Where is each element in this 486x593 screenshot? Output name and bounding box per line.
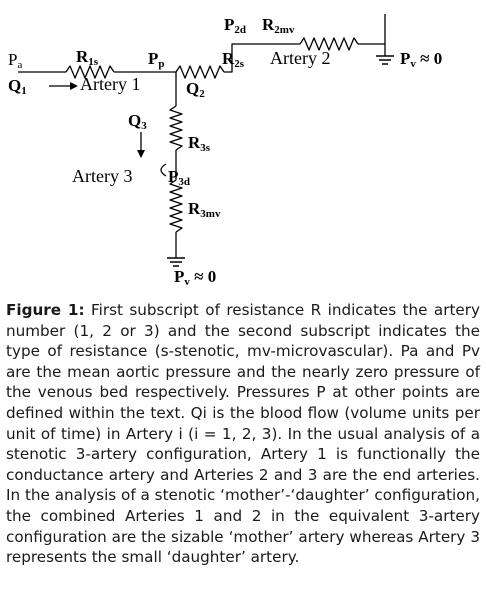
label-q2: Q2 <box>186 79 205 100</box>
circuit-diagram <box>0 0 486 296</box>
label-artery-3: Artery 3 <box>72 166 133 186</box>
ground-right-icon <box>376 56 394 64</box>
label-artery-2: Artery 2 <box>270 48 331 68</box>
label-pp: Pp <box>148 49 165 70</box>
q3-arrowhead <box>137 150 145 158</box>
label-r1s: R1s <box>76 47 99 68</box>
r3s-resistor <box>170 106 182 150</box>
label-r3s: R3s <box>188 133 211 154</box>
figure-caption <box>6 300 480 568</box>
q1-arrowhead <box>70 82 78 90</box>
caption-label: Figure 1: <box>6 301 85 319</box>
label-pv-right: Pv ≈ 0 <box>400 49 443 70</box>
label-r3mv: R3mv <box>188 199 221 220</box>
label-artery-1: Artery 1 <box>80 74 141 94</box>
label-pv-bottom: Pv ≈ 0 <box>174 267 217 288</box>
label-p2d: P2d <box>224 15 247 36</box>
ground-bottom-icon <box>167 258 185 266</box>
label-q3: Q3 <box>128 111 147 132</box>
label-p3d: P3d <box>168 167 191 188</box>
label-r2s: R2s <box>222 49 245 70</box>
r2s-resistor <box>176 66 224 78</box>
caption-text: First subscript of resistance R indicates the artery number (1, 2 or 3) and the second subscript indicates the type of resistance (s-stenotic, mv-microvascular). Pa and Pv are the mean aortic pressure and the nearly zero pressure of the venous bed respectively. Pressures P at other points are defined within the text. Qi is the blood flow (volume units per unit of time) in Artery i (i = 1, 2, 3). In the usual analysis of a stenotic 3-artery configuration, Artery 1 is functionally the conductance artery and Arteries 2 and 3 are the end arteries. In the analysis of a stenotic ‘mother’-‘daughter’ configuration, the combined Arteries 1 and 2 in the equivalent 3-artery configuration are the sizable ‘mother’ artery whereas Artery 3 represents the small ‘daughter’ artery. <box>6 301 481 567</box>
label-pa: Pa <box>8 50 23 71</box>
artery-2-wire-b <box>358 14 385 44</box>
p3d-bracket <box>161 164 166 176</box>
label-q1: Q1 <box>8 76 27 97</box>
label-r2mv: R2mv <box>262 15 295 36</box>
